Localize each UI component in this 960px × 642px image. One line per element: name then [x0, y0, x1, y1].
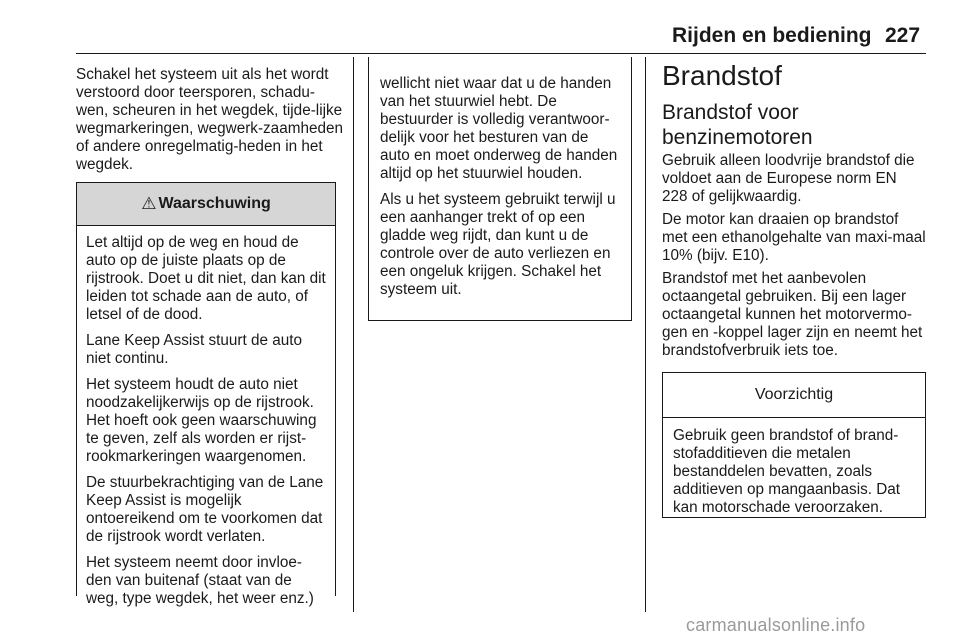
warning-continued-body: [369, 57, 631, 299]
warning-header: [77, 183, 335, 226]
warning-box-continued: [368, 57, 632, 321]
warning-paragraph: Als u het systeem gebruikt terwijl u een aanhanger trekt of op een gladde weg rijdt, dan kunt u de controle over de auto verliezen en een ongeluk krijgen. Schakel het systeem uit.: [380, 191, 616, 298]
body-paragraph: Gebruik alleen loodvrije brandstof die voldoet aan de Europese norm EN 228 of gelijkwaardig.: [662, 152, 915, 205]
section-heading: Brandstof: [662, 60, 782, 91]
subsection-heading: Brandstof voor benzinemotoren: [662, 101, 813, 149]
caution-body: [663, 418, 925, 517]
warning-title: Waarschuwing: [158, 195, 271, 212]
column-divider-1: [353, 57, 354, 612]
warning-paragraph: Het systeem neemt door invloe-den van buitenaf (staat van de weg, type wegdek, het weer enz.): [86, 554, 314, 607]
warning-paragraph: Let altijd op de weg en houd de auto op de juiste plaats op de rijstrook. Doet u dit niet, dan kan dit leiden tot schade aan de auto, of letsel of de dood.: [86, 234, 326, 323]
header-divider: [76, 53, 926, 54]
caution-title: Voorzichtig: [663, 373, 925, 418]
warning-body: [77, 226, 335, 608]
warning-paragraph: De stuurbekrachtiging van de Lane Keep Assist is mogelijk ontoereikend om te voorkomen dat de rijstrook wordt verlaten.: [86, 474, 324, 545]
warning-triangle-icon: ⚠: [141, 194, 157, 213]
warning-box: [76, 182, 336, 607]
intro-paragraph: Schakel het systeem uit als het wordt verstoord door teersporen, schadu-wen, scheuren in het wegdek, tijde-lijke wegmarkeringen, wegwerk-zaamheden of andere onregelmatig-heden in het wegdek.: [76, 66, 343, 173]
body-paragraph: Brandstof met het aanbevolen octaangetal gebruiken. Bij een lager octaangetal kunnen het motorvermo-gen en -koppel lager zijn en neemt het brandstofverbruik iets toe.: [662, 270, 923, 359]
caution-paragraph: Gebruik geen brandstof of brand-stofadditieven die metalen bestanddelen bevatten, zoals additieven op mangaanbasis. Dat kan motorschade veroorzaken.: [673, 427, 901, 516]
column-divider-2: [645, 57, 646, 612]
body-paragraph: De motor kan draaien op brandstof met een ethanolgehalte van maxi-maal 10% (bijv. E10).: [662, 211, 926, 264]
warning-paragraph: Het systeem houdt de auto niet noodzakelijkerwijs op de rijstrook. Het hoeft ook geen waarschuwing te geven, zelf als worden er rijst-rookmarkeringen waargenomen.: [86, 376, 317, 465]
warning-paragraph: Lane Keep Assist stuurt de auto niet continu.: [86, 332, 303, 367]
page-section-title: Rijden en bediening: [672, 24, 872, 47]
warning-paragraph: wellicht niet waar dat u de handen van het stuurwiel hebt. De bestuurder is volledig verantwoor-delijk voor het besturen van de auto en moet onderweg de handen altijd op het stuurwiel houden.: [380, 75, 618, 182]
column-1: [76, 66, 346, 174]
column-3: [662, 60, 926, 365]
page-number: 227: [885, 24, 921, 47]
watermark: carmanualsonline.info: [686, 615, 866, 635]
caution-box: [662, 372, 926, 518]
